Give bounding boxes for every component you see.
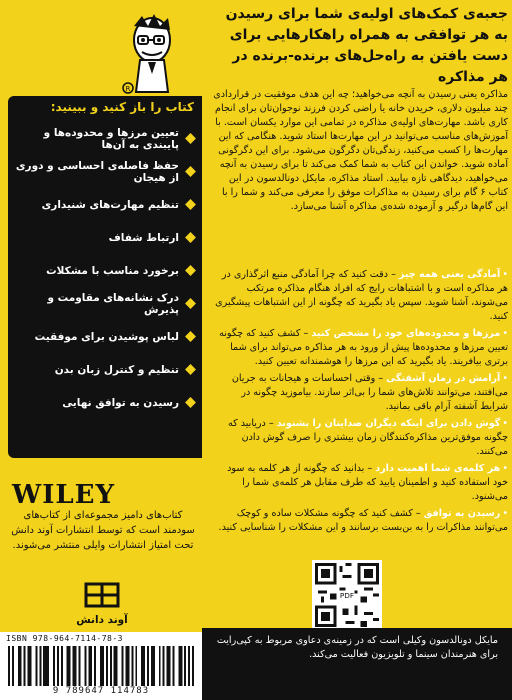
contents-box — [8, 96, 202, 458]
bullet-icon — [185, 397, 196, 408]
contents-list — [14, 122, 196, 419]
isbn-text: ISBN 978-964-7114-78-3 — [6, 634, 123, 643]
author-bar — [202, 628, 512, 700]
list-item: برخورد مناسب با مشکلات — [14, 254, 196, 287]
topics-list — [212, 268, 508, 538]
list-item: تعیین مرزها و محدوده‌ها و پایبندی به آن‌ها — [14, 122, 196, 155]
list-item: ارتباط شفاف — [14, 221, 196, 254]
barcode-number: 9 789647 114783 — [52, 686, 150, 696]
qr-label: PDF — [339, 591, 355, 601]
wiley-logo: WILEY — [12, 480, 116, 510]
list-item: حفظ فاصله‌ی احساسی و دوری از هیجان — [14, 155, 196, 188]
list-item: تنظیم مهارت‌های شنیداری — [14, 188, 196, 221]
publisher-logo-icon — [84, 580, 120, 610]
publisher-name: آوند دانش — [76, 614, 128, 626]
intro-paragraph: مذاکره یعنی رسیدن به آنچه می‌خواهید؛ چه این هدف موفقیت در قراردادی چند میلیون دلاری، خریدن خانه یا راضی کردن فرزند نوجوان‌تان برای انجام کاری باشد. مهارت‌های اولیه‌ی مذاکره در تمامی این موارد یکسان است. با آموزش‌های مناسب می‌توانید در این مهارت‌ها استاد شوید. هنگامی که این مهارت‌ها را کسب می‌کنید، زندگی‌تان دگرگون می‌شود. برای این دگرگونی آماده شوید. خواندن این کتاب به شما کمک می‌کند تا برای رسیدن به آنچه می‌خواهید، دیدگاهی تازه بیابید. استاد مذاکره، مایکل دونالدسون در این کتاب ۶ گام برای رسیدن به مذاکرات موفق را معرفی می‌کند و شما را با این گام‌ها درگیر و آزموده شده‌ی مذاکره آشنا می‌سازد. — [213, 89, 508, 212]
bullet-icon — [185, 265, 196, 276]
list-item: درک نشانه‌های مقاومت و پذیرش — [14, 287, 196, 320]
author-note: مایکل دونالدسون وکیلی است که در زمینه‌ی دعاوی مربوط به کپی‌رایت برای هنرمندان سینما و تلویزیون فعالیت می‌کند. — [216, 635, 498, 660]
svg-text:R: R — [125, 85, 131, 93]
headline: جعبه‌ی کمک‌های اولیه‌ی شما برای رسیدن به هر توافقی به همراه راهکارهایی برای دست یافتن به راه‌حل‌های برنده-برنده در هر مذاکره — [225, 6, 508, 85]
list-item: •رسیدن به توافق – کشف کنید که چگونه مشکلات ساده و کوچک می‌توانند مذاکرات را به بن‌بست برسانند و این مشکلات را شناسایی کنید. — [218, 508, 508, 533]
dummies-mascot-icon — [120, 14, 182, 96]
list-item: •هر کلمه‌ی شما اهمیت دارد – بدانید که چگونه از هر کلمه به سود خود استفاده کنید و اطمینان یابید که طرف مقابل هر کلمه‌ی شما را می‌شنود. — [227, 463, 508, 502]
list-item: •آرامش در زمان آشفتگی – وقتی احساسات و هیجانات به جریان می‌افتند، می‌توانند تلاش‌های شما را بی‌اثر سازند. بیاموزید چگونه در شرایط آشفته آرام باقی بمانید. — [231, 373, 508, 412]
list-item: رسیدن به توافق نهایی — [14, 386, 196, 419]
bullet-icon — [185, 331, 196, 342]
bullet-icon — [185, 364, 196, 375]
left-column — [0, 0, 202, 700]
list-item: تنظیم و کنترل زبان بدن — [14, 353, 196, 386]
bullet-icon — [185, 298, 196, 309]
qr-code-icon — [312, 560, 382, 630]
barcode-area — [0, 632, 202, 700]
list-item: •آمادگی یعنی همه چیز – دقت کنید که چرا آمادگی منبع اثرگذاری در هر مذاکره است و با اشتباهات رایج که افراد هنگام مذاکره مرتکب می‌شوند، آشنا شوید. سپس یاد بگیرید که چگونه از این اشتباهات پیشگیری کنید. — [215, 269, 508, 322]
wiley-description: کتاب‌های دامیز مجموعه‌ای از کتاب‌های سودمند است که توسط انتشارات آوند دانش تحت امتیاز انتشارات وایلی منتشر می‌شوند. — [11, 510, 195, 551]
list-item: لباس پوشیدن برای موفقیت — [14, 320, 196, 353]
barcode-icon — [8, 646, 194, 686]
bullet-icon — [185, 133, 196, 144]
list-item: •گوش دادن برای اینکه دیگران صدایتان را بشنوند – دریابید که چگونه موفق‌ترین مذاکره‌کنندگان زمان بیشتری را صرف گوش دادن می‌کنند. — [227, 418, 508, 457]
bullet-icon — [185, 232, 196, 243]
bullet-icon — [185, 199, 196, 210]
bullet-icon — [185, 166, 196, 177]
list-item: •مرزها و محدوده‌های خود را مشخص کنید – کشف کنید که چگونه تعیین مرزها و محدوده‌ها پیش از ورود به هر مذاکره می‌تواند برای شما برتری بیافریند. یاد بگیرید که این مرزها را هوشمندانه تعیین کنید. — [219, 328, 508, 367]
contents-box-title: کتاب را باز کنید و ببینید: — [50, 100, 194, 114]
